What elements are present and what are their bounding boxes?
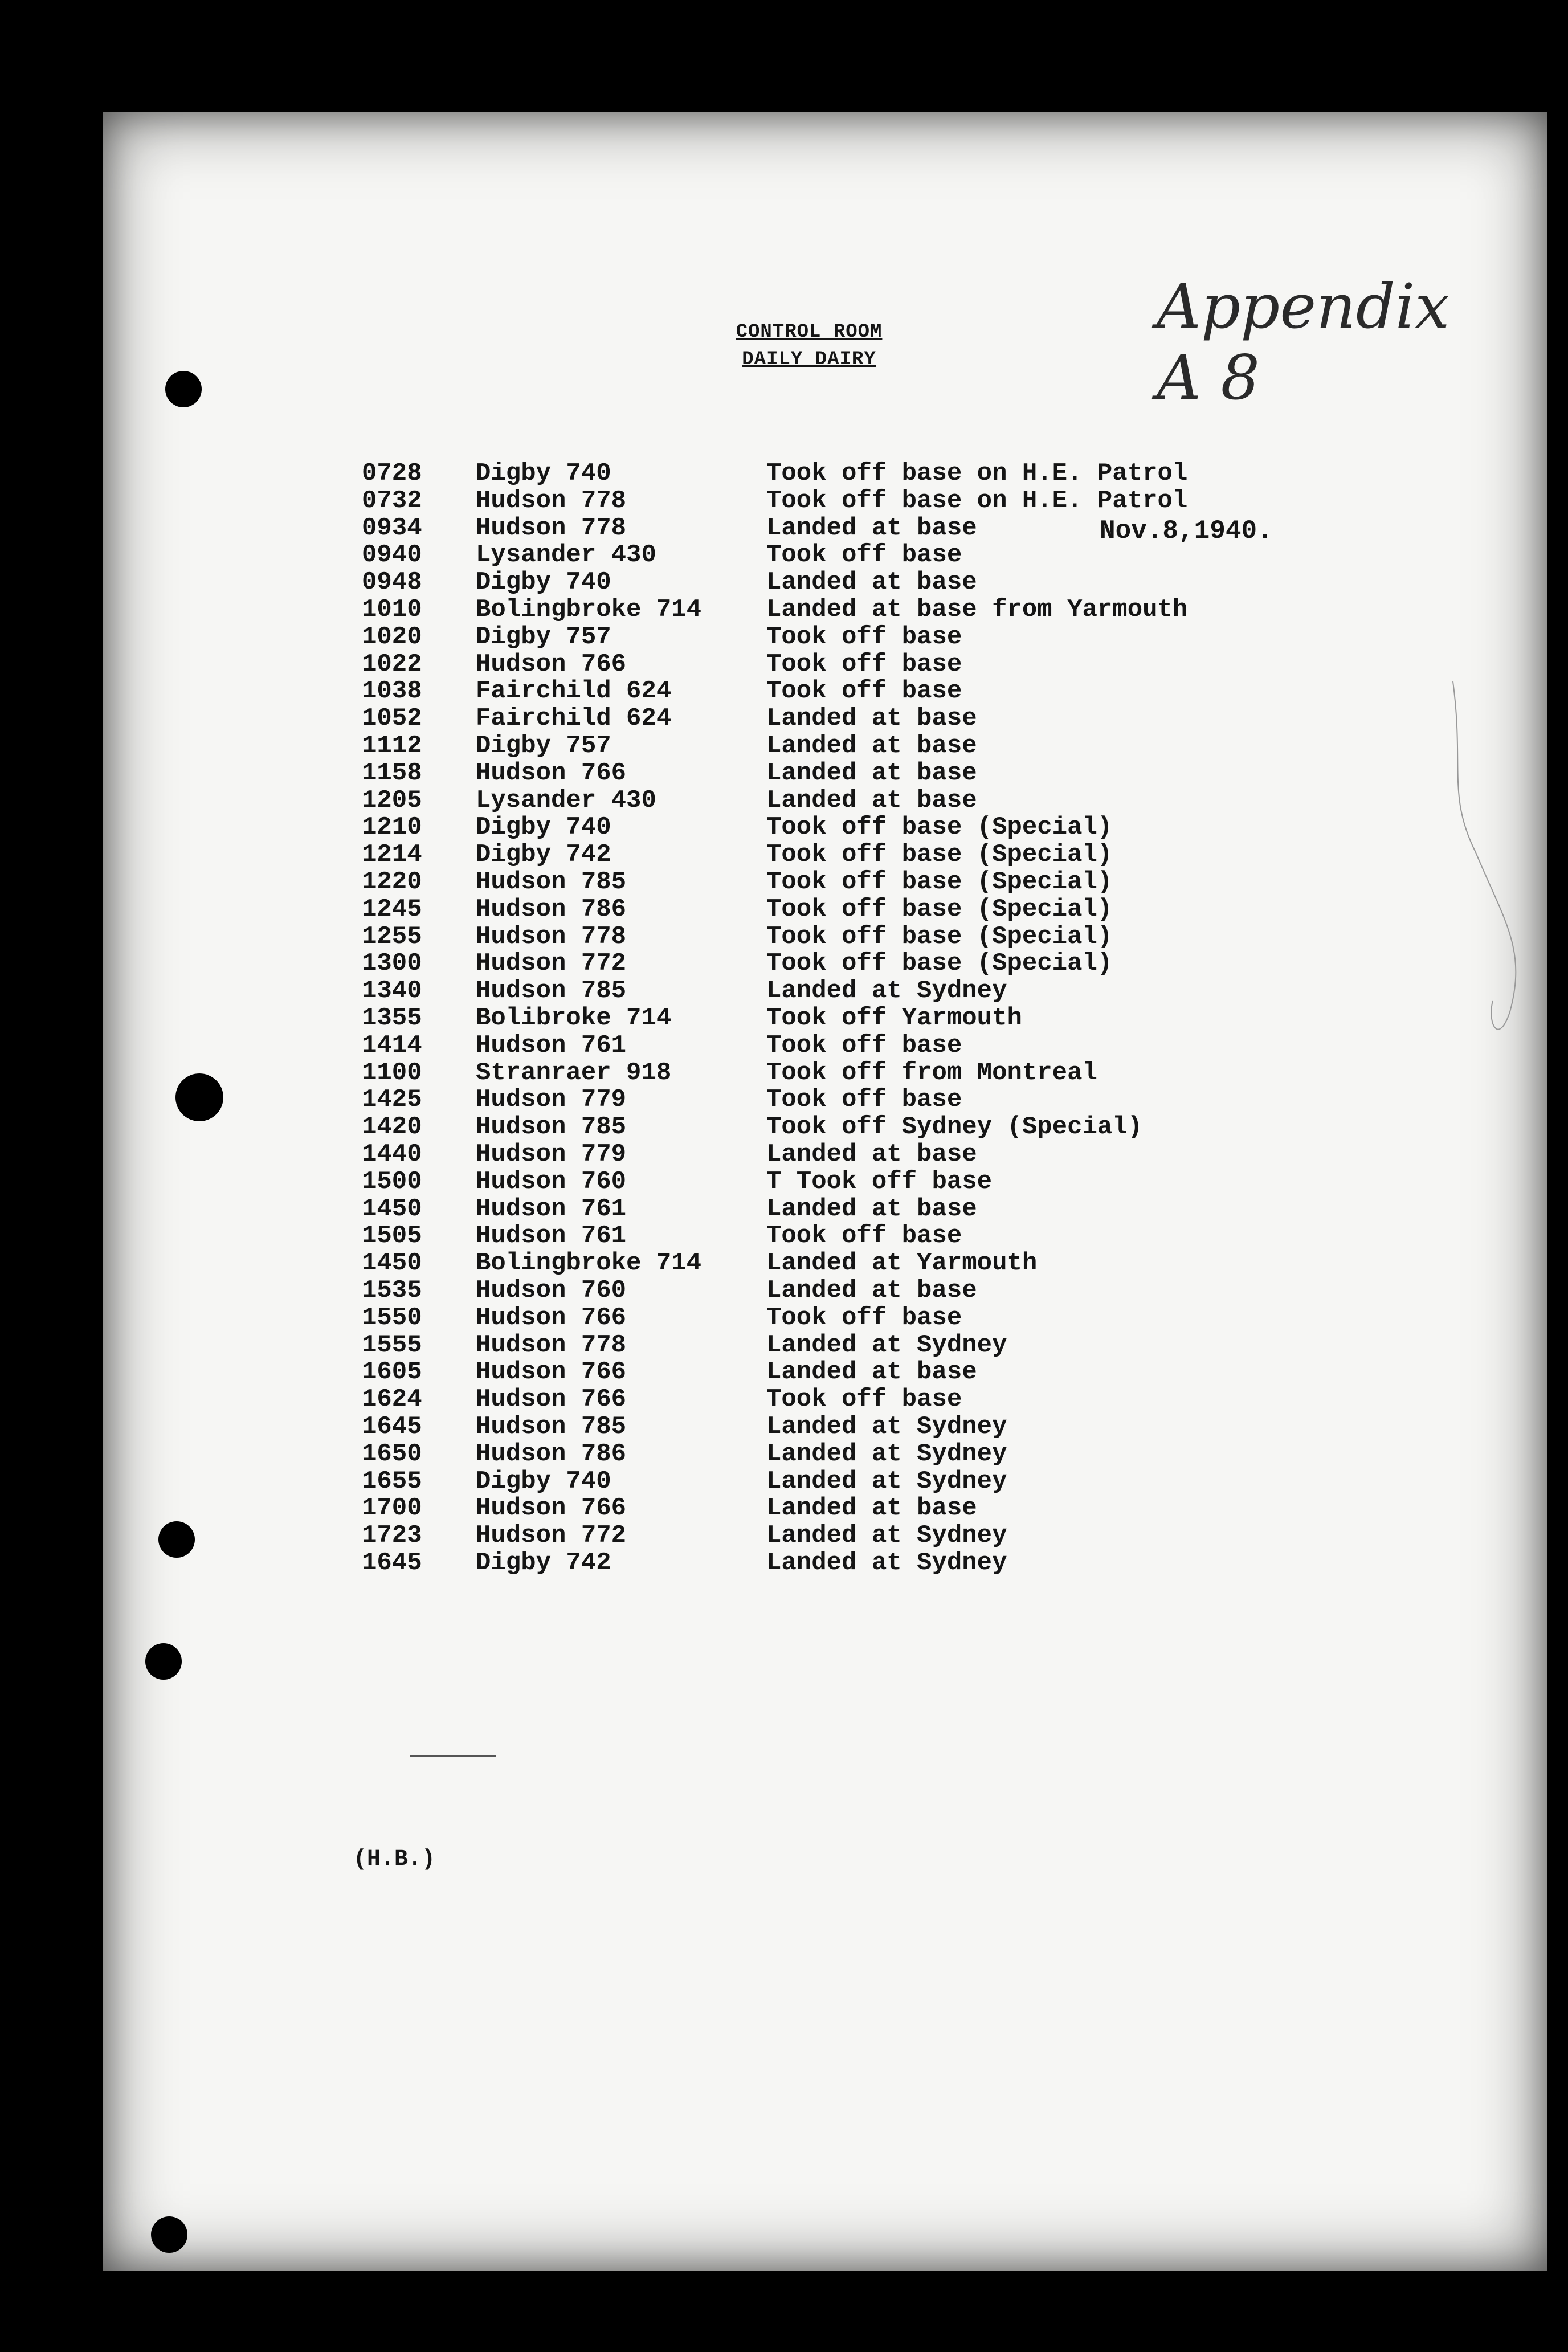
date: Nov.8,1940. <box>1100 516 1273 546</box>
log-time: 1645 <box>362 1549 422 1577</box>
log-aircraft: Hudson 785 <box>476 868 627 896</box>
log-row <box>103 1249 1547 1276</box>
log-event: Landed at Sydney <box>766 977 1007 1006</box>
log-time: 1420 <box>362 1113 422 1142</box>
log-event: Took off base <box>766 650 962 679</box>
log-row <box>103 949 1547 977</box>
log-row <box>103 1304 1547 1331</box>
log-row <box>103 1222 1547 1249</box>
log-event: Landed at Sydney <box>766 1439 1007 1468</box>
log-row <box>103 677 1547 704</box>
log-time: 1112 <box>362 732 422 760</box>
log-event: Landed at Yarmouth <box>766 1249 1038 1278</box>
log-row <box>103 1521 1547 1549</box>
log-event: Took off base (Special) <box>766 922 1113 951</box>
log-event: Took off base <box>766 1222 962 1251</box>
log-row <box>103 487 1547 514</box>
log-row <box>103 1195 1547 1222</box>
divider <box>410 1755 496 1757</box>
log-event: Landed at base from Yarmouth <box>766 595 1188 624</box>
log-time: 1020 <box>362 622 422 651</box>
log-time: 1655 <box>362 1467 422 1496</box>
log-event: Landed at Sydney <box>766 1412 1007 1441</box>
log-row <box>103 459 1547 487</box>
log-row <box>103 868 1547 895</box>
log-time: 1355 <box>362 1004 422 1032</box>
log-event: Took off base on H.E. Patrol <box>766 486 1188 515</box>
log-aircraft: Stranraer 918 <box>476 1058 672 1087</box>
log-aircraft: Hudson 761 <box>476 1222 627 1251</box>
log-aircraft: Hudson 779 <box>476 1140 627 1169</box>
log-aircraft: Hudson 766 <box>476 650 627 679</box>
log-event: Took off base on H.E. Patrol <box>766 459 1188 488</box>
log-event: Landed at base <box>766 1140 977 1169</box>
log-aircraft: Fairchild 624 <box>476 704 672 733</box>
log-event: Took off base <box>766 1385 962 1414</box>
log-aircraft: Hudson 779 <box>476 1085 627 1114</box>
log-event: Took off base <box>766 1031 962 1060</box>
log-event: Took off base (Special) <box>766 895 1113 924</box>
log-event: Took off from Montreal <box>766 1058 1097 1087</box>
log-aircraft: Lysander 430 <box>476 786 656 815</box>
log-row <box>103 1276 1547 1304</box>
log-time: 1340 <box>362 977 422 1006</box>
log-time: 1555 <box>362 1330 422 1359</box>
log-row <box>103 1385 1547 1412</box>
log-event: Landed at base <box>766 568 977 597</box>
log-time: 1210 <box>362 813 422 842</box>
log-row <box>103 977 1547 1004</box>
log-aircraft: Bolingbroke 714 <box>476 1249 702 1278</box>
log-aircraft: Hudson 778 <box>476 922 627 951</box>
log-row <box>103 541 1547 568</box>
log-aircraft: Digby 740 <box>476 813 611 842</box>
log-row <box>103 1031 1547 1059</box>
log-aircraft: Digby 740 <box>476 1467 611 1496</box>
log-aircraft: Hudson 778 <box>476 513 627 542</box>
log-aircraft: Hudson 760 <box>476 1167 627 1196</box>
log-aircraft: Hudson 778 <box>476 1330 627 1359</box>
log-aircraft: Hudson 778 <box>476 486 627 515</box>
log-row <box>103 623 1547 650</box>
log-aircraft: Digby 742 <box>476 840 611 869</box>
log-time: 0940 <box>362 541 422 570</box>
log-aircraft: Hudson 785 <box>476 1113 627 1142</box>
log-row <box>103 813 1547 840</box>
log-time: 1723 <box>362 1521 422 1550</box>
heading-control-room: CONTROL ROOM <box>736 321 883 343</box>
log-event: Took off base <box>766 541 962 570</box>
log-event: Landed at base <box>766 513 977 542</box>
log-event: Took off base <box>766 1085 962 1114</box>
log-event: Landed at Sydney <box>766 1467 1007 1496</box>
log-aircraft: Hudson 766 <box>476 758 627 787</box>
log-time: 1158 <box>362 758 422 787</box>
log-event: Landed at Sydney <box>766 1330 1007 1359</box>
log-aircraft: Lysander 430 <box>476 541 656 570</box>
log-row <box>103 514 1547 541</box>
log-aircraft: Digby 742 <box>476 1549 611 1577</box>
log-time: 0948 <box>362 568 422 597</box>
log-row <box>103 732 1547 759</box>
log-time: 0732 <box>362 486 422 515</box>
log-aircraft: Hudson 772 <box>476 949 627 978</box>
log-event: Landed at base <box>766 1276 977 1305</box>
log-aircraft: Hudson 761 <box>476 1194 627 1223</box>
document-page <box>103 112 1547 2271</box>
heading-daily-dairy: DAILY DAIRY <box>742 349 876 370</box>
log-time: 1220 <box>362 868 422 896</box>
log-row <box>103 595 1547 623</box>
footer-initials: (H.B.) <box>353 1847 436 1872</box>
punch-hole <box>151 2216 187 2253</box>
log-time: 0728 <box>362 459 422 488</box>
log-aircraft: Hudson 772 <box>476 1521 627 1550</box>
log-time: 1205 <box>362 786 422 815</box>
log-aircraft: Bolingbroke 714 <box>476 595 702 624</box>
log-time: 1414 <box>362 1031 422 1060</box>
log-event: Landed at Sydney <box>766 1521 1007 1550</box>
log-aircraft: Fairchild 624 <box>476 677 672 706</box>
log-aircraft: Hudson 786 <box>476 1439 627 1468</box>
log-time: 1450 <box>362 1249 422 1278</box>
log-row <box>103 1113 1547 1140</box>
log-row <box>103 1412 1547 1440</box>
punch-hole <box>145 1643 182 1680</box>
log-aircraft: Hudson 766 <box>476 1494 627 1523</box>
log-time: 1100 <box>362 1058 422 1087</box>
log-event: Took off base (Special) <box>766 868 1113 896</box>
log-row <box>103 1331 1547 1358</box>
handwritten-note: Appendix A 8 <box>1157 271 1450 414</box>
log-aircraft: Digby 740 <box>476 459 611 488</box>
log-time: 1505 <box>362 1222 422 1251</box>
log-time: 1605 <box>362 1358 422 1387</box>
log-aircraft: Digby 757 <box>476 732 611 760</box>
log-time: 1425 <box>362 1085 422 1114</box>
log-aircraft: Hudson 766 <box>476 1385 627 1414</box>
log-event: Landed at base <box>766 1494 977 1523</box>
log-time: 1535 <box>362 1276 422 1305</box>
log-time: 1214 <box>362 840 422 869</box>
log-row <box>103 1467 1547 1494</box>
log-event: Landed at base <box>766 1358 977 1387</box>
log-event: Took off base <box>766 1303 962 1332</box>
log-time: 1450 <box>362 1194 422 1223</box>
log-time: 1700 <box>362 1494 422 1523</box>
log-aircraft: Digby 740 <box>476 568 611 597</box>
log-row <box>103 1549 1547 1576</box>
log-aircraft: Digby 757 <box>476 622 611 651</box>
log-aircraft: Hudson 785 <box>476 1412 627 1441</box>
log-row <box>103 1085 1547 1113</box>
log-aircraft: Hudson 760 <box>476 1276 627 1305</box>
log-aircraft: Hudson 766 <box>476 1303 627 1332</box>
log-aircraft: Hudson 785 <box>476 977 627 1006</box>
log-row <box>103 1140 1547 1167</box>
log-time: 0934 <box>362 513 422 542</box>
log-event: Landed at Sydney <box>766 1549 1007 1577</box>
log-time: 1650 <box>362 1439 422 1468</box>
log-row <box>103 1004 1547 1031</box>
log-time: 1255 <box>362 922 422 951</box>
log-time: 1500 <box>362 1167 422 1196</box>
log-event: Landed at base <box>766 704 977 733</box>
log-time: 1052 <box>362 704 422 733</box>
log-row <box>103 650 1547 677</box>
log-aircraft: Hudson 766 <box>476 1358 627 1387</box>
log-event: Took off base <box>766 677 962 706</box>
log-event: Landed at base <box>766 1194 977 1223</box>
log-event: Landed at base <box>766 758 977 787</box>
log-aircraft: Bolibroke 714 <box>476 1004 672 1032</box>
log-row <box>103 922 1547 950</box>
pen-scribble <box>1442 681 1533 1080</box>
log-event: Took off base (Special) <box>766 840 1113 869</box>
log-event: T Took off base <box>766 1167 993 1196</box>
log-row <box>103 895 1547 922</box>
log-row <box>103 786 1547 814</box>
log-time: 1300 <box>362 949 422 978</box>
log-event: Took off base <box>766 622 962 651</box>
log-event: Took off base (Special) <box>766 813 1113 842</box>
log-row <box>103 704 1547 732</box>
log-time: 1245 <box>362 895 422 924</box>
log-aircraft: Hudson 761 <box>476 1031 627 1060</box>
log-row <box>103 1167 1547 1195</box>
log-row <box>103 568 1547 595</box>
log-row <box>103 1494 1547 1521</box>
log-event: Took off base (Special) <box>766 949 1113 978</box>
log-aircraft: Hudson 786 <box>476 895 627 924</box>
log-event: Landed at base <box>766 786 977 815</box>
log-time: 1022 <box>362 650 422 679</box>
log-row <box>103 1440 1547 1467</box>
log-event: Landed at base <box>766 732 977 760</box>
log-row <box>103 759 1547 786</box>
log-time: 1440 <box>362 1140 422 1169</box>
punch-hole <box>165 371 202 407</box>
log-event: Took off Yarmouth <box>766 1004 1022 1032</box>
log-event: Took off Sydney (Special) <box>766 1113 1143 1142</box>
log-time: 1038 <box>362 677 422 706</box>
log-time: 1010 <box>362 595 422 624</box>
log-time: 1550 <box>362 1303 422 1332</box>
log-row <box>103 840 1547 868</box>
log-time: 1624 <box>362 1385 422 1414</box>
log-row <box>103 1059 1547 1086</box>
log-time: 1645 <box>362 1412 422 1441</box>
log-row <box>103 1358 1547 1385</box>
